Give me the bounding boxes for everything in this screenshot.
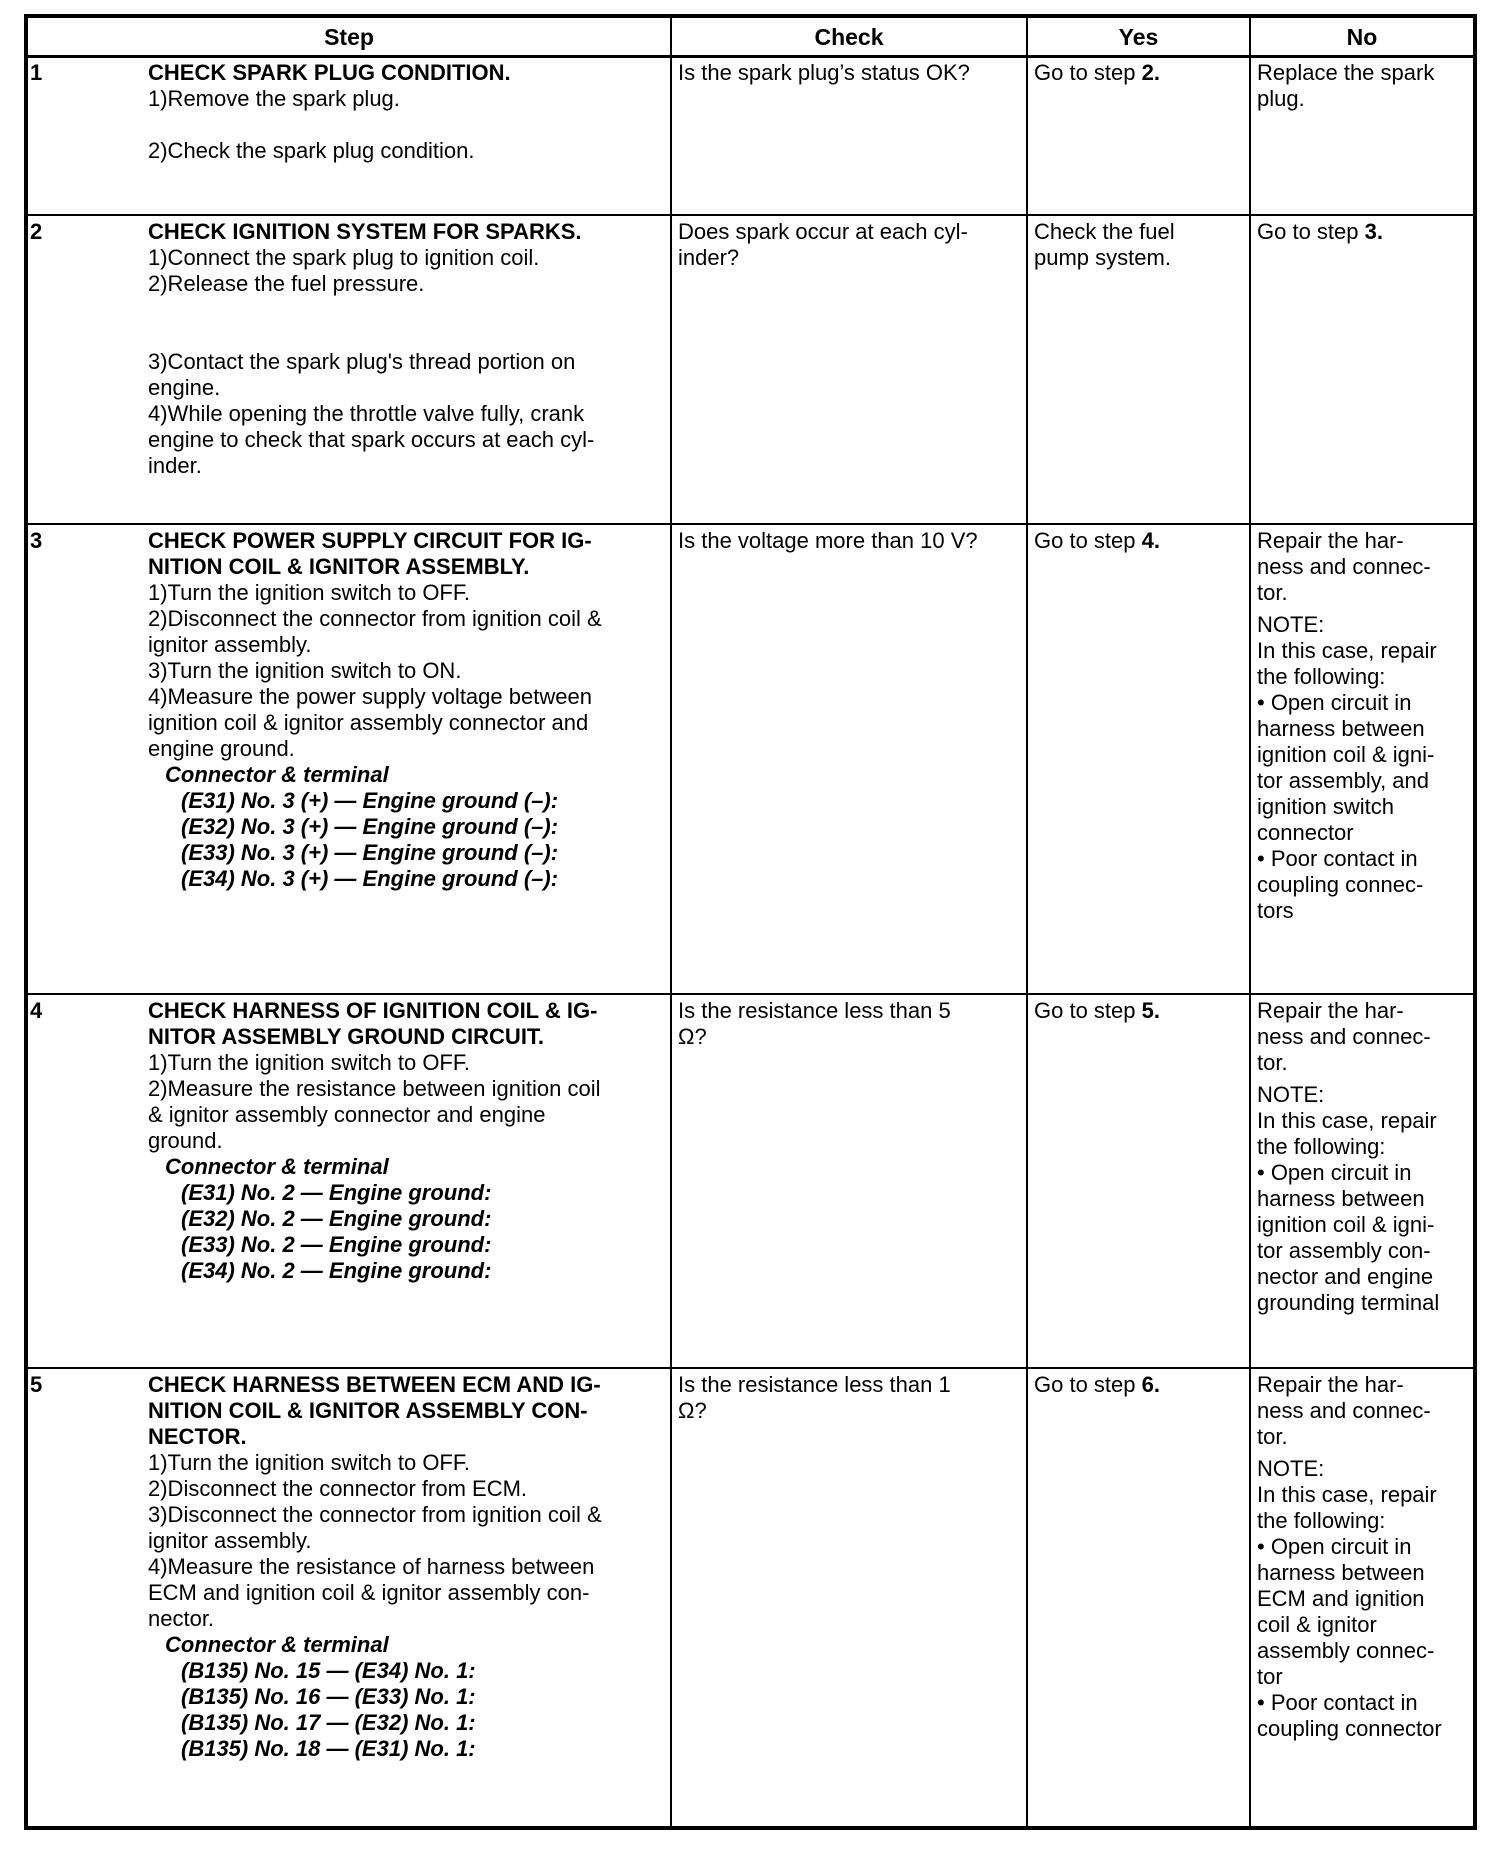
- no-action: Go to step 3.: [1257, 219, 1383, 244]
- note-label: NOTE:: [1257, 612, 1325, 637]
- step-description: CHECK HARNESS OF IGNITION COIL & IG- NITOR ASSEMBLY GROUND CIRCUIT. 1)Turn the ignition switch to OFF. 2)Measure the resistance between ignition coil & ignitor assembly connector and engine ground. Connector & terminal (E31) No. 2 — Engine ground: (E32) No. 2 — Engine ground: (E33) No. 2 — Engine ground: (E34) No. 2 — Engine ground:: [148, 998, 663, 1284]
- step-title: CHECK POWER SUPPLY CIRCUIT FOR IG-: [148, 528, 592, 553]
- note-text: In this case, repair: [1257, 1482, 1437, 1507]
- check-question: Is the spark plug’s status OK?: [678, 60, 970, 85]
- header-step: Step: [324, 24, 374, 50]
- step-reference: 5: [1141, 998, 1154, 1023]
- yes-action: Go to step 5.: [1034, 998, 1160, 1023]
- row-divider-2: [28, 523, 1473, 525]
- step-description: CHECK POWER SUPPLY CIRCUIT FOR IG- NITION COIL & IGNITOR ASSEMBLY. 1)Turn the ignition switch to OFF. 2)Disconnect the connector from ignition coil & ignitor assembly. 3)Turn the ignition switch to ON. 4)Measure the power supply voltage between ignition coil & ignitor assembly connector and engine ground. Connector & terminal (E31) No. 3 (+) — Engine ground (–): (E32) No. 3 (+) — Engine ground (–): (E33) No. 3 (+) — Engine ground (–): (E34) No. 3 (+) — Engine ground (–):: [148, 528, 663, 892]
- no-action: Repair the har- ness and connec- tor. NOTE: In this case, repair the following: • Open circuit in harness between ECM and ignition coil & ignitor assembly connec- tor • Poor contact in coupling connector: [1257, 1372, 1472, 1742]
- yes-action: Go to step 6.: [1034, 1372, 1160, 1397]
- step-instruction: 1)Turn the ignition switch to OFF.: [148, 1050, 470, 1075]
- step-instruction: 2)Measure the resistance between ignition coil: [148, 1076, 601, 1101]
- connector-terminal-item: (B135) No. 18 — (E31) No. 1:: [181, 1736, 476, 1761]
- step-instruction: 4)Measure the power supply voltage between: [148, 684, 592, 709]
- note-bullet: • Open circuit in: [1257, 690, 1412, 715]
- connector-terminal-item: (B135) No. 16 — (E33) No. 1:: [181, 1684, 476, 1709]
- step-title: CHECK HARNESS OF IGNITION COIL & IG-: [148, 998, 598, 1023]
- connector-terminal-heading: Connector & terminal: [165, 1632, 389, 1657]
- connector-terminal-item: (B135) No. 17 — (E32) No. 1:: [181, 1710, 476, 1735]
- step-reference: 3: [1364, 219, 1377, 244]
- connector-terminal-item: (E31) No. 2 — Engine ground:: [181, 1180, 492, 1205]
- connector-terminal-heading: Connector & terminal: [165, 762, 389, 787]
- step-reference: 4: [1141, 528, 1154, 553]
- step-instruction: 3)Disconnect the connector from ignition coil &: [148, 1502, 602, 1527]
- connector-terminal-item: (E34) No. 2 — Engine ground:: [181, 1258, 492, 1283]
- connector-terminal-item: (E32) No. 3 (+) — Engine ground (–):: [181, 814, 559, 839]
- step-description: [148, 60, 663, 164]
- header-check: Check: [814, 24, 884, 50]
- note-text: In this case, repair: [1257, 1108, 1437, 1133]
- row-divider-1: [28, 214, 1473, 216]
- step-number: 4: [30, 998, 43, 1023]
- step-number: 5: [30, 1372, 43, 1397]
- check-question: Is the resistance less than 1 Ω?: [678, 1372, 951, 1423]
- step-instruction: 1)Turn the ignition switch to OFF.: [148, 580, 470, 605]
- check-question: Does spark occur at each cyl- inder?: [678, 219, 968, 270]
- step-reference: 2: [1141, 60, 1154, 85]
- step-instruction: 3)Contact the spark plug's thread portion on: [148, 349, 576, 374]
- check-question: Is the voltage more than 10 V?: [678, 528, 978, 553]
- row-divider-4: [28, 1367, 1473, 1369]
- connector-terminal-item: (E33) No. 2 — Engine ground:: [181, 1232, 492, 1257]
- step-instruction: 2)Disconnect the connector from ignition coil &: [148, 606, 602, 631]
- step-number: 3: [30, 528, 43, 553]
- column-divider-step-check: [670, 18, 672, 1826]
- step-instruction: 2)Release the fuel pressure.: [148, 271, 425, 296]
- step-instruction: 1)Turn the ignition switch to OFF.: [148, 1450, 470, 1475]
- check-question: Is the resistance less than 5 Ω?: [678, 998, 951, 1049]
- step-title: CHECK IGNITION SYSTEM FOR SPARKS.: [148, 219, 582, 244]
- step-number: 1: [30, 60, 43, 85]
- connector-terminal-item: (E34) No. 3 (+) — Engine ground (–):: [181, 866, 559, 891]
- connector-terminal-item: (B135) No. 15 — (E34) No. 1:: [181, 1658, 476, 1683]
- header-yes: Yes: [1118, 24, 1159, 50]
- note-label: NOTE:: [1257, 1082, 1325, 1107]
- step-title: CHECK HARNESS BETWEEN ECM AND IG-: [148, 1372, 601, 1397]
- step-title: CHECK SPARK PLUG CONDITION.: [148, 60, 511, 85]
- step-instruction: 3)Turn the ignition switch to ON.: [148, 658, 462, 683]
- connector-terminal-item: (E31) No. 3 (+) — Engine ground (–):: [181, 788, 559, 813]
- no-action: Repair the har- ness and connec- tor. NOTE: In this case, repair the following: • Open circuit in harness between ignition coil & igni- tor assembly, and ignition switch connector • Poor contact in coupling connec- tors: [1257, 528, 1472, 924]
- no-action: Replace the spark plug.: [1257, 60, 1435, 111]
- connector-terminal-heading: Connector & terminal: [165, 1154, 389, 1179]
- step-reference: 6: [1141, 1372, 1154, 1397]
- step-number: 2: [30, 219, 43, 244]
- step-description: CHECK HARNESS BETWEEN ECM AND IG- NITION COIL & IGNITOR ASSEMBLY CON- NECTOR. 1)Turn the ignition switch to OFF. 2)Disconnect the connector from ECM. 3)Disconnect the connector from ignition coil & ignitor assembly. 4)Measure the resistance of harness between ECM and ignition coil & ignitor assembly con- nector. Connector & terminal (B135) No. 15 — (E34) No. 1: (B135) No. 16 — (E33) No. 1: (B135) No. 17 — (E32) No. 1: (B135) No. 18 — (E31) No. 1:: [148, 1372, 663, 1762]
- row-divider-3: [28, 993, 1473, 995]
- step-instruction: 2)Disconnect the connector from ECM.: [148, 1476, 528, 1501]
- connector-terminal-item: (E32) No. 2 — Engine ground:: [181, 1206, 492, 1231]
- yes-action: Go to step 2.: [1034, 60, 1160, 85]
- note-bullet: • Open circuit in: [1257, 1160, 1412, 1185]
- step-instruction: 2)Check the spark plug condition.: [148, 138, 475, 163]
- note-bullet: • Poor contact in: [1257, 1690, 1418, 1715]
- note-text: In this case, repair: [1257, 638, 1437, 663]
- no-action: Repair the har- ness and connec- tor. NOTE: In this case, repair the following: • Open circuit in harness between ignition coil & igni- tor assembly con- nector and engine grounding terminal: [1257, 998, 1472, 1316]
- step-description: CHECK IGNITION SYSTEM FOR SPARKS. 1)Connect the spark plug to ignition coil. 2)Release the fuel pressure. 3)Contact the spark plug's thread portion on engine. 4)While opening the throttle valve fully, crank engine to check that spark occurs at each cyl- inder.: [148, 219, 663, 479]
- step-instruction: 1)Connect the spark plug to ignition coil.: [148, 245, 540, 270]
- step-instruction: 1)Remove the spark plug.: [148, 86, 400, 111]
- note-bullet: • Open circuit in: [1257, 1534, 1412, 1559]
- connector-terminal-item: (E33) No. 3 (+) — Engine ground (–):: [181, 840, 559, 865]
- note-bullet: • Poor contact in: [1257, 846, 1418, 871]
- column-divider-check-yes: [1026, 18, 1028, 1826]
- step-instruction: 4)While opening the throttle valve fully, crank: [148, 401, 585, 426]
- step-instruction: 4)Measure the resistance of harness between: [148, 1554, 595, 1579]
- note-label: NOTE:: [1257, 1456, 1325, 1481]
- column-divider-yes-no: [1249, 18, 1251, 1826]
- yes-action: Go to step 4.: [1034, 528, 1160, 553]
- yes-action: Check the fuel pump system.: [1034, 219, 1175, 270]
- header-no: No: [1346, 24, 1378, 50]
- diagnostic-table: [24, 14, 1477, 1830]
